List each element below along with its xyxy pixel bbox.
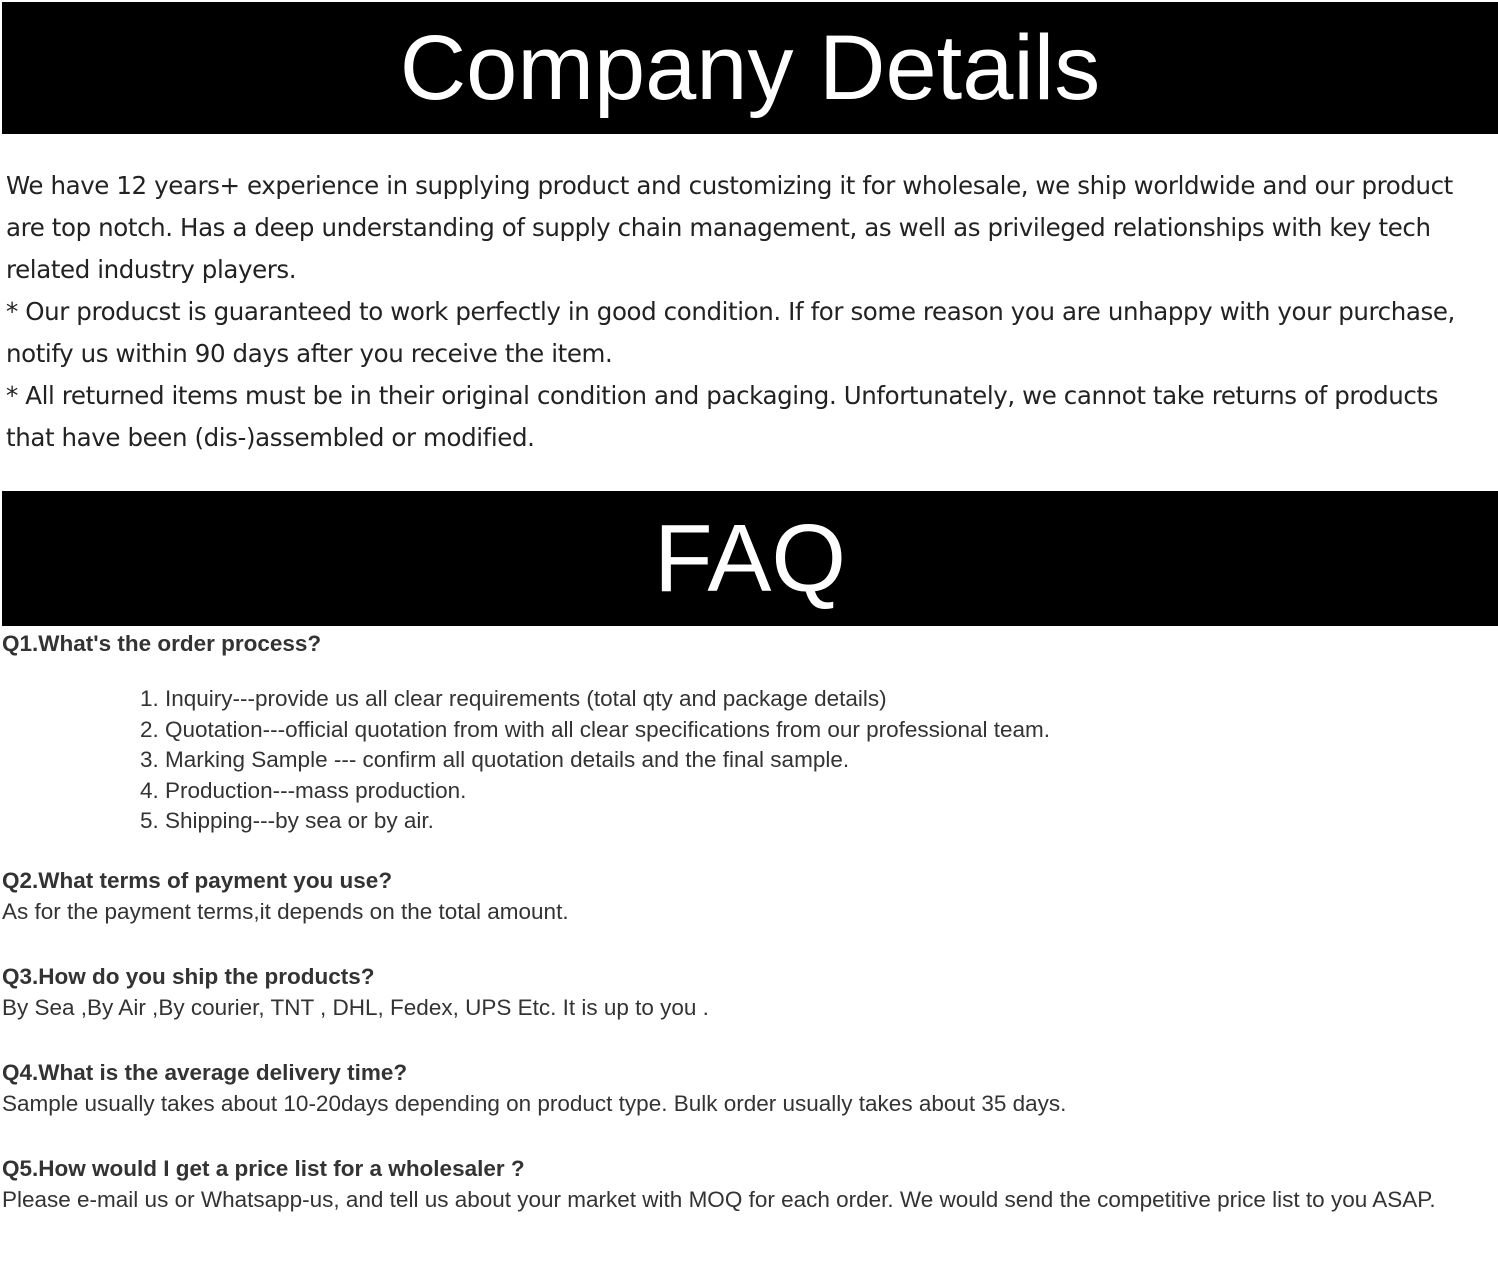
company-details-banner — [2, 2, 1498, 134]
faq-item-shipping — [2, 962, 1492, 1024]
faq-banner — [2, 491, 1498, 626]
faq-question: Q4.What is the average delivery time? — [2, 1059, 408, 1085]
faq-item-price-list — [2, 1154, 1492, 1216]
faq-answer: Please e-mail us or Whatsapp-us, and tell us about your market with MOQ for each order. We would send the competitive price list to you ASAP. — [2, 1186, 1436, 1212]
company-details-title: Company Details — [399, 16, 1101, 119]
faq-item-delivery-time — [2, 1058, 1492, 1120]
faq-question: Q5.How would I get a price list for a wholesaler ? — [2, 1155, 525, 1181]
order-process-steps — [2, 684, 1492, 837]
faq-answer: Sample usually takes about 10-20days depending on product type. Bulk order usually takes about 35 days. — [2, 1090, 1067, 1116]
faq-item-payment — [2, 866, 1492, 928]
order-step: 1. Inquiry---provide us all clear requirements (total qty and package details) — [140, 686, 887, 711]
faq-answer: By Sea ,By Air ,By courier, TNT , DHL, Fedex, UPS Etc. It is up to you . — [2, 994, 709, 1020]
faq-item-order-process — [2, 629, 1492, 837]
intro-paragraph-experience: We have 12 years+ experience in supplying product and customizing it for wholesale, we ship worldwide and our product are top notch. Has a deep understanding of supply chain management, as well as privileged relationships with key tech related industry players. — [6, 171, 1453, 284]
faq-question: Q1.What's the order process? — [2, 631, 322, 656]
faq-title: FAQ — [653, 504, 847, 612]
order-step: 5. Shipping---by sea or by air. — [140, 808, 434, 833]
company-intro — [6, 165, 1486, 459]
order-step: 2. Quotation---official quotation from with all clear specifications from our professional team. — [140, 716, 1050, 742]
faq-question: Q3.How do you ship the products? — [2, 963, 375, 989]
intro-paragraph-guarantee: * Our producst is guaranteed to work perfectly in good condition. If for some reason you are unhappy with your purchase, notify us within 90 days after you receive the item. — [6, 297, 1455, 368]
order-step: 4. Production---mass production. — [140, 777, 467, 803]
faq-question: Q2.What terms of payment you use? — [2, 867, 393, 893]
faq-section — [2, 629, 1492, 1216]
faq-answer: As for the payment terms,it depends on the total amount. — [2, 898, 569, 924]
order-step: 3. Marking Sample --- confirm all quotation details and the final sample. — [140, 747, 850, 772]
intro-paragraph-returns: * All returned items must be in their original condition and packaging. Unfortunately, we cannot take returns of products that have been (dis-)assembled or modified. — [6, 381, 1438, 452]
